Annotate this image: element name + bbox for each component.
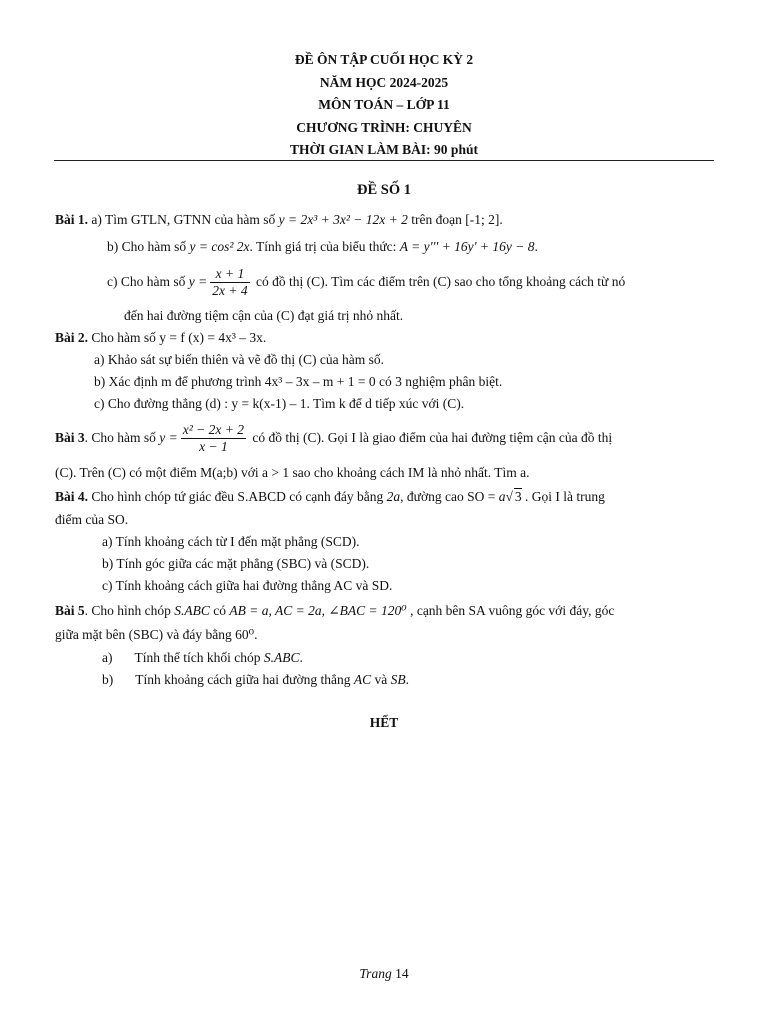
page-number: 14	[395, 966, 409, 981]
bai4-part-c: c) Tính khoảng cách giữa hai đường thẳng AC và SD.	[102, 578, 393, 593]
header-line-2: NĂM HỌC 2024-2025	[319, 74, 449, 90]
bai4-part-b: b) Tính góc giữa các mặt phẳng (SBC) và (SCD).	[102, 556, 370, 571]
header-divider	[54, 160, 714, 161]
bai4-line-2: điểm của SO.	[55, 512, 129, 527]
bai5-line-2: giữa mặt bên (SBC) và đáy bằng 60⁰.	[55, 627, 258, 642]
bai2-part-c: c) Cho đường thẳng (d) : y = k(x-1) – 1. Tìm k để d tiếp xúc với (C).	[94, 396, 465, 411]
document-header	[0, 49, 768, 162]
bai3-fraction: $\frac{\text{x² − 2x + 2}}{x - 1}$	[182, 422, 245, 455]
bai4-part-a: a) Tính khoảng cách từ I đến mặt phẳng (SCD).	[102, 534, 360, 549]
bai2-label: Bài 2.	[55, 330, 89, 345]
bai1-fraction: $\frac{x + 1}{2x + 4}$	[212, 266, 248, 299]
sqrt-icon: √	[505, 489, 513, 504]
header-line-5: THỜI GIAN LÀM BÀI: 90 phút	[290, 142, 478, 157]
header-line-4: CHƯƠNG TRÌNH: CHUYÊN	[296, 119, 472, 135]
exam-title: ĐỀ SỐ 1	[357, 182, 411, 198]
bai4-label: Bài 4.	[55, 489, 89, 504]
bai5-part-a: a) Tính thể tích khối chóp S.ABC.	[102, 650, 303, 665]
bai2-line: Bài 2. Cho hàm số y = f (x) = 4x³ – 3x.	[55, 330, 267, 345]
header-line-1: ĐỀ ÔN TẬP CUỐI HỌC KỲ 2	[294, 52, 474, 67]
bai5-label: Bài 5	[55, 603, 85, 618]
bai1-line-c2: đến hai đường tiệm cận của (C) đạt giá trị nhỏ nhất.	[124, 308, 404, 323]
bai4-line: Bài 4. Cho hình chóp tứ giác đều S.ABCD có cạnh đáy bằng 2a, đường cao SO = a√ 3 . Gọi I là trung	[55, 489, 605, 504]
bai5-conditions: AB = a, AC = 2a, ∠BAC = 120⁰	[229, 603, 407, 618]
bai5-line: Bài 5. Cho hình chóp S.ABC có AB = a, AC = 2a, ∠BAC = 120⁰ , cạnh bên SA vuông góc với đáy, góc	[55, 603, 615, 618]
bai1-line-b: b) Cho hàm số y = cos² 2x. Tính giá trị của biểu thức: A = y''' + 16y' + 16y − 8.	[107, 239, 538, 254]
bai3-label: Bài 3	[55, 430, 85, 445]
bai3-line-2: (C). Trên (C) có một điểm M(a;b) với a > 1 sao cho khoảng cách IM là nhỏ nhất. Tìm a.	[55, 465, 530, 480]
bai2-part-a: a) Khảo sát sự biến thiên và vẽ đồ thị (C) của hàm số.	[94, 352, 384, 367]
bai3-line: Bài 3. Cho hàm số y = $\frac{\text{x² − 2x + 2}}{x - 1}$ có đồ thị (C). Gọi I là giao điểm của hai đường tiệm cận của đồ thị	[55, 422, 613, 455]
bai1-label: Bài 1.	[55, 212, 89, 227]
page-footer	[0, 966, 768, 982]
header-line-3: MÔN TOÁN – LỚP 11	[318, 97, 450, 112]
end-marker: HẾT	[369, 715, 399, 730]
bai1-expression-b: A = y''' + 16y' + 16y − 8	[399, 239, 535, 254]
bai1-formula-a: y = 2x³ + 3x² − 12x + 2	[278, 212, 408, 227]
bai1-line-a: Bài 1. a) Tìm GTLN, GTNN của hàm số y = 2x³ + 3x² − 12x + 2 trên đoạn [-1; 2].	[55, 212, 503, 227]
footer-label: Trang	[359, 966, 392, 981]
bai1-line-c: c) Cho hàm số y = $\frac{x + 1}{2x + 4}$ có đồ thị (C). Tìm các điểm trên (C) sao cho tổng khoảng cách từ nó	[107, 266, 626, 299]
bai2-part-b: b) Xác định m để phương trình 4x³ – 3x – m + 1 = 0 có 3 nghiệm phân biệt.	[94, 374, 503, 389]
bai1-formula-b: y = cos² 2x	[189, 239, 250, 254]
bai5-part-b: b) Tính khoảng cách giữa hai đường thẳng AC và SB.	[102, 672, 409, 687]
